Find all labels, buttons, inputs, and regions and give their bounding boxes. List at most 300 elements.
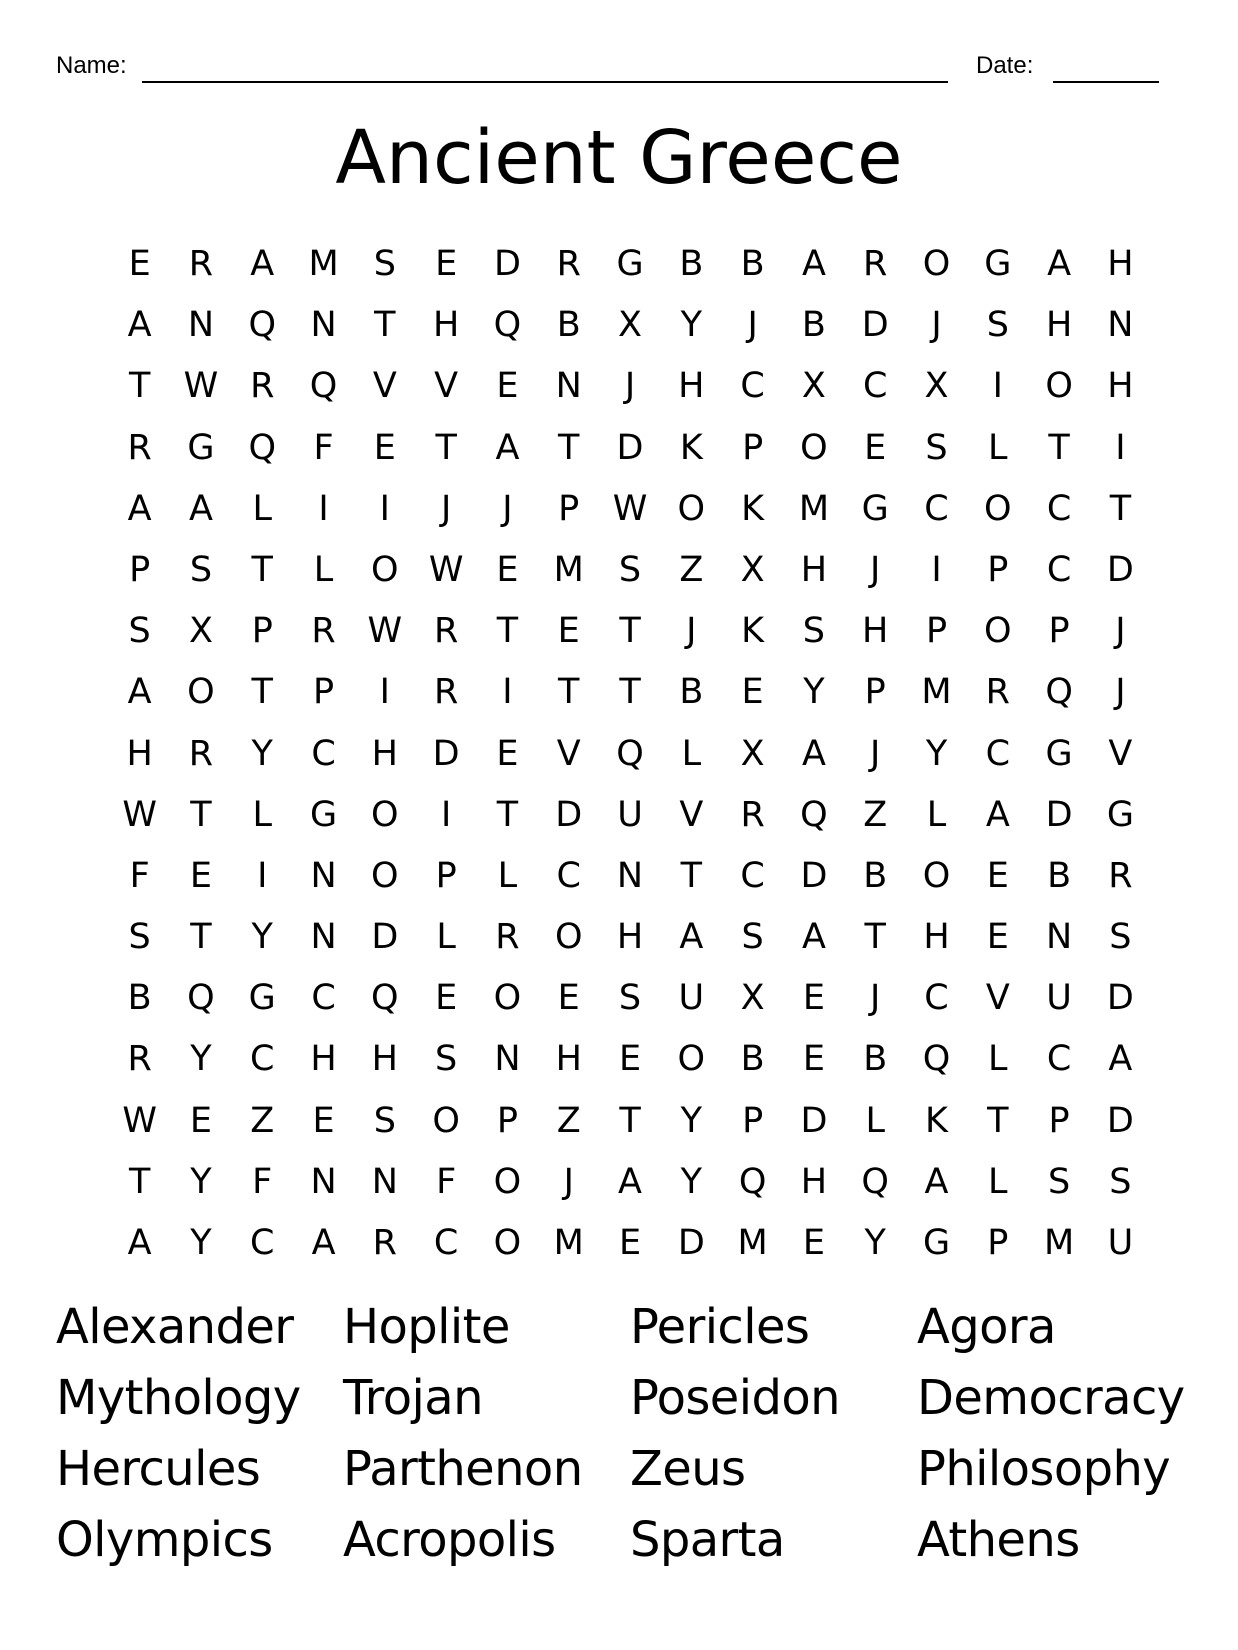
grid-letter[interactable]: X — [740, 733, 765, 774]
grid-letter[interactable]: H — [371, 733, 398, 774]
grid-letter[interactable]: Z — [679, 549, 704, 590]
grid-letter[interactable]: T — [190, 917, 212, 958]
grid-letter[interactable]: G — [861, 488, 889, 529]
grid-letter[interactable]: O — [922, 244, 951, 284]
grid-letter[interactable]: E — [312, 1100, 335, 1141]
grid-letter[interactable]: J — [1115, 611, 1126, 652]
grid-letter[interactable]: R — [863, 244, 888, 284]
grid-letter[interactable]: D — [1106, 1100, 1134, 1141]
grid-letter[interactable]: H — [1045, 305, 1073, 346]
grid-letter[interactable]: D — [1045, 794, 1073, 835]
grid-letter[interactable]: C — [1046, 488, 1072, 529]
grid-letter[interactable]: C — [1046, 549, 1072, 590]
grid-letter[interactable]: S — [128, 611, 151, 652]
grid-letter[interactable]: L — [681, 733, 702, 774]
date-field-line[interactable] — [1053, 81, 1159, 83]
grid-letter[interactable]: D — [1106, 549, 1134, 590]
grid-letter[interactable]: M — [553, 549, 584, 590]
grid-letter[interactable]: C — [433, 1223, 459, 1263]
grid-letter[interactable]: W — [428, 549, 464, 590]
grid-letter[interactable]: H — [862, 611, 889, 652]
grid-letter[interactable]: L — [988, 427, 1008, 468]
grid-letter[interactable]: E — [741, 672, 764, 713]
grid-letter[interactable]: O — [984, 488, 1012, 529]
grid-letter[interactable]: E — [128, 244, 151, 284]
grid-letter[interactable]: X — [618, 305, 643, 346]
grid-letter[interactable]: A — [311, 1223, 336, 1263]
grid-letter[interactable]: Z — [863, 794, 888, 835]
grid-letter[interactable]: E — [802, 1039, 825, 1080]
grid-letter[interactable]: G — [922, 1223, 951, 1263]
grid-letter[interactable]: A — [679, 917, 704, 958]
grid-letter[interactable]: L — [252, 488, 272, 529]
grid-letter[interactable]: A — [618, 1161, 642, 1202]
grid-letter[interactable]: E — [373, 427, 396, 468]
grid-letter[interactable]: M — [308, 244, 339, 284]
grid-letter[interactable]: T — [251, 672, 273, 713]
grid-letter[interactable]: S — [373, 1100, 396, 1141]
grid-letter[interactable]: T — [374, 305, 396, 346]
grid-letter[interactable]: E — [557, 978, 580, 1019]
grid-letter[interactable]: F — [252, 1161, 273, 1202]
grid-letter[interactable]: A — [1047, 244, 1072, 284]
grid-letter[interactable]: Y — [251, 917, 273, 958]
grid-letter[interactable]: Y — [925, 733, 948, 774]
grid-letter[interactable]: E — [618, 1039, 642, 1080]
grid-letter[interactable]: B — [863, 855, 888, 896]
grid-letter[interactable]: S — [925, 427, 948, 468]
grid-letter[interactable]: P — [129, 549, 151, 590]
grid-letter[interactable]: D — [432, 733, 460, 774]
grid-letter[interactable]: C — [862, 366, 888, 407]
grid-letter[interactable]: D — [800, 1100, 828, 1141]
grid-letter[interactable]: E — [864, 427, 887, 468]
grid-letter[interactable]: E — [986, 855, 1009, 896]
grid-letter[interactable]: Z — [250, 1100, 275, 1141]
grid-letter[interactable]: V — [556, 733, 581, 774]
grid-letter[interactable]: T — [435, 427, 457, 468]
grid-letter[interactable]: B — [556, 305, 581, 346]
grid-letter[interactable]: O — [1045, 366, 1073, 407]
grid-letter[interactable]: A — [127, 1223, 152, 1263]
grid-letter[interactable]: Q — [616, 733, 644, 774]
grid-letter[interactable]: S — [802, 611, 826, 652]
grid-letter[interactable]: G — [187, 427, 215, 468]
grid-letter[interactable]: T — [619, 611, 641, 652]
grid-letter[interactable]: N — [1107, 305, 1134, 346]
grid-letter[interactable]: O — [984, 611, 1012, 652]
grid-letter[interactable]: N — [310, 1161, 337, 1202]
grid-letter[interactable]: R — [495, 917, 520, 958]
grid-letter[interactable]: T — [680, 855, 703, 896]
grid-letter[interactable]: G — [1045, 733, 1073, 774]
grid-letter[interactable]: C — [556, 855, 581, 896]
grid-letter[interactable]: Y — [680, 305, 703, 346]
grid-letter[interactable]: R — [985, 672, 1010, 713]
grid-letter[interactable]: P — [742, 427, 764, 468]
grid-letter[interactable]: T — [496, 611, 519, 652]
grid-letter[interactable]: J — [624, 366, 636, 407]
grid-letter[interactable]: Q — [922, 1039, 951, 1080]
grid-letter[interactable]: H — [1107, 366, 1134, 407]
grid-letter[interactable]: G — [309, 794, 338, 835]
grid-letter[interactable]: N — [555, 366, 582, 407]
grid-letter[interactable]: B — [679, 244, 704, 284]
grid-letter[interactable]: E — [986, 917, 1009, 958]
grid-letter[interactable]: V — [1108, 733, 1133, 774]
grid-letter[interactable]: C — [924, 488, 949, 529]
grid-letter[interactable]: T — [251, 549, 273, 590]
grid-letter[interactable]: W — [183, 366, 219, 407]
grid-letter[interactable]: U — [1107, 1223, 1134, 1263]
grid-letter[interactable]: I — [318, 488, 329, 529]
grid-letter[interactable]: O — [432, 1100, 460, 1141]
grid-letter[interactable]: A — [127, 672, 152, 713]
grid-letter[interactable]: D — [861, 305, 889, 346]
name-field-line[interactable] — [142, 81, 948, 83]
word-list-item: Acropolis — [343, 1512, 556, 1568]
grid-letter[interactable]: A — [188, 488, 213, 529]
grid-letter[interactable]: P — [987, 1223, 1009, 1263]
grid-letter[interactable]: C — [250, 1039, 275, 1080]
grid-letter[interactable]: M — [553, 1223, 584, 1263]
grid-letter[interactable]: V — [434, 366, 459, 407]
grid-letter[interactable]: N — [187, 305, 215, 346]
grid-letter[interactable]: Q — [1045, 672, 1073, 713]
grid-letter[interactable]: C — [311, 733, 336, 774]
grid-letter[interactable]: O — [800, 427, 828, 468]
word-list-item: Philosophy — [917, 1441, 1171, 1497]
grid-letter[interactable]: A — [801, 733, 826, 774]
grid-letter[interactable]: Y — [190, 1161, 212, 1202]
grid-letter[interactable]: E — [189, 855, 212, 896]
grid-letter[interactable]: D — [1106, 978, 1134, 1019]
grid-letter[interactable]: H — [678, 366, 705, 407]
grid-letter[interactable]: I — [440, 794, 452, 835]
grid-row — [109, 356, 1151, 417]
grid-letter[interactable]: Z — [556, 1100, 581, 1141]
grid-letter[interactable]: R — [372, 1223, 397, 1263]
grid-letter[interactable]: C — [740, 366, 765, 407]
grid-letter[interactable]: O — [187, 672, 215, 713]
grid-letter[interactable]: X — [188, 611, 213, 652]
grid-letter[interactable]: H — [432, 305, 460, 346]
grid-letter[interactable]: S — [1109, 1161, 1132, 1202]
grid-letter[interactable]: B — [863, 1039, 888, 1080]
grid-letter[interactable]: P — [435, 855, 457, 896]
grid-letter[interactable]: J — [870, 549, 881, 590]
grid-row — [109, 418, 1151, 479]
grid-letter[interactable]: G — [1106, 794, 1134, 835]
grid-letter[interactable]: R — [127, 427, 152, 468]
grid-letter[interactable]: C — [985, 733, 1011, 774]
grid-letter[interactable]: S — [435, 1039, 458, 1080]
page-title: Ancient Greece — [335, 115, 903, 201]
grid-letter[interactable]: F — [129, 855, 150, 896]
grid-letter[interactable]: X — [740, 549, 765, 590]
grid-letter[interactable]: J — [502, 488, 513, 529]
grid-letter[interactable]: Q — [309, 366, 338, 407]
grid-row — [109, 295, 1151, 356]
grid-letter[interactable]: L — [497, 855, 518, 896]
grid-letter[interactable]: A — [924, 1161, 949, 1202]
grid-letter[interactable]: O — [493, 1161, 522, 1202]
grid-letter[interactable]: C — [740, 855, 765, 896]
grid-letter[interactable]: P — [251, 611, 273, 652]
grid-letter[interactable]: E — [618, 1223, 642, 1263]
grid-letter[interactable]: F — [313, 427, 334, 468]
grid-letter[interactable]: D — [555, 794, 583, 835]
grid-letter[interactable]: B — [740, 244, 765, 284]
grid-letter[interactable]: Q — [248, 427, 277, 468]
grid-letter[interactable]: H — [555, 1039, 582, 1080]
grid-letter[interactable]: N — [616, 855, 644, 896]
grid-letter[interactable]: K — [679, 427, 703, 468]
grid-letter[interactable]: O — [371, 794, 399, 835]
grid-letter[interactable]: W — [367, 611, 403, 652]
grid-letter[interactable]: E — [802, 1223, 825, 1263]
grid-letter[interactable]: A — [801, 244, 826, 284]
grid-letter[interactable]: C — [250, 1223, 275, 1263]
grid-letter[interactable]: A — [1108, 1039, 1133, 1080]
grid-letter[interactable]: S — [189, 549, 213, 590]
grid-letter[interactable]: N — [1046, 917, 1073, 958]
grid-letter[interactable]: Q — [248, 305, 277, 346]
grid-letter[interactable]: T — [619, 672, 641, 713]
grid-letter[interactable]: H — [371, 1039, 398, 1080]
grid-letter[interactable]: C — [311, 978, 336, 1019]
grid-letter[interactable]: T — [1048, 427, 1070, 468]
grid-letter[interactable]: S — [618, 978, 642, 1019]
grid-letter[interactable]: G — [248, 978, 276, 1019]
grid-letter[interactable]: I — [931, 549, 942, 590]
grid-letter[interactable]: R — [188, 733, 214, 774]
grid-letter[interactable]: T — [619, 1100, 641, 1141]
grid-letter[interactable]: R — [433, 672, 459, 713]
grid-letter[interactable]: S — [618, 549, 642, 590]
grid-letter[interactable]: Q — [738, 1161, 767, 1202]
grid-letter[interactable]: E — [496, 733, 519, 774]
grid-letter[interactable]: U — [1046, 978, 1072, 1019]
grid-letter[interactable]: L — [926, 794, 947, 835]
grid-letter[interactable]: V — [985, 978, 1010, 1019]
grid-letter[interactable]: J — [870, 733, 881, 774]
grid-letter[interactable]: D — [616, 427, 644, 468]
grid-letter[interactable]: Y — [251, 733, 273, 774]
grid-letter[interactable]: P — [925, 611, 948, 652]
grid-letter[interactable]: B — [127, 978, 152, 1019]
grid-letter[interactable]: Y — [190, 1223, 212, 1263]
grid-letter[interactable]: N — [371, 1161, 398, 1202]
grid-letter[interactable]: P — [987, 549, 1009, 590]
grid-letter[interactable]: I — [379, 672, 390, 713]
grid-letter[interactable]: B — [740, 1039, 765, 1080]
grid-letter[interactable]: B — [679, 672, 704, 713]
grid-letter[interactable]: X — [924, 366, 949, 407]
grid-letter[interactable]: P — [312, 672, 335, 713]
grid-letter[interactable]: T — [1109, 488, 1132, 529]
grid-letter[interactable]: X — [801, 366, 826, 407]
grid-letter[interactable]: L — [252, 794, 272, 835]
grid-letter[interactable]: T — [558, 672, 580, 713]
grid-letter[interactable]: I — [502, 672, 513, 713]
grid-row — [109, 968, 1151, 1029]
grid-letter[interactable]: T — [128, 366, 151, 407]
grid-letter[interactable]: R — [311, 611, 336, 652]
grid-letter[interactable]: P — [558, 488, 580, 529]
grid-letter[interactable]: I — [1115, 427, 1126, 468]
grid-letter[interactable]: H — [616, 917, 644, 958]
grid-letter[interactable]: S — [1109, 917, 1132, 958]
grid-letter[interactable]: O — [493, 1223, 522, 1263]
grid-letter[interactable]: Y — [680, 1161, 703, 1202]
grid-letter[interactable]: B — [1047, 855, 1072, 896]
grid-letter[interactable]: L — [436, 917, 456, 958]
grid-letter[interactable]: J — [686, 611, 697, 652]
grid-letter[interactable]: V — [679, 794, 704, 835]
grid-letter[interactable]: A — [250, 244, 275, 284]
grid-letter[interactable]: E — [557, 611, 580, 652]
grid-letter[interactable]: S — [741, 917, 764, 958]
grid-letter[interactable]: Q — [861, 1161, 889, 1202]
grid-letter[interactable]: H — [923, 917, 950, 958]
grid-letter[interactable]: D — [371, 917, 399, 958]
grid-letter[interactable]: L — [865, 1100, 885, 1141]
grid-letter[interactable]: K — [925, 1100, 948, 1141]
grid-letter[interactable]: J — [440, 488, 452, 529]
grid-letter[interactable]: Y — [680, 1100, 703, 1141]
grid-letter[interactable]: J — [1115, 672, 1126, 713]
grid-letter[interactable]: G — [984, 244, 1012, 284]
grid-letter[interactable]: G — [616, 244, 644, 284]
grid-letter[interactable]: N — [310, 917, 337, 958]
grid-letter[interactable]: Y — [864, 1223, 886, 1263]
grid-letter[interactable]: Q — [800, 794, 828, 835]
grid-letter[interactable]: E — [496, 366, 519, 407]
grid-letter[interactable]: O — [554, 917, 583, 958]
grid-letter[interactable]: A — [127, 488, 152, 529]
grid-letter[interactable]: W — [612, 488, 648, 529]
grid-letter[interactable]: A — [985, 794, 1010, 835]
grid-letter[interactable]: D — [800, 855, 828, 896]
grid-letter[interactable]: A — [801, 917, 826, 958]
grid-letter[interactable]: T — [558, 427, 580, 468]
grid-letter[interactable]: Y — [190, 1039, 212, 1080]
grid-letter[interactable]: H — [800, 1161, 828, 1202]
grid-letter[interactable]: O — [922, 855, 951, 896]
grid-letter[interactable]: H — [126, 733, 153, 774]
grid-letter[interactable]: E — [435, 244, 458, 284]
grid-letter[interactable]: L — [313, 549, 334, 590]
grid-letter[interactable]: M — [921, 672, 952, 713]
grid-letter[interactable]: O — [677, 488, 706, 529]
grid-letter[interactable]: W — [122, 794, 157, 835]
grid-letter[interactable]: V — [372, 366, 397, 407]
grid-letter[interactable]: O — [493, 978, 522, 1019]
grid-letter[interactable]: H — [800, 549, 828, 590]
grid-letter[interactable]: J — [563, 1161, 574, 1202]
grid-letter[interactable]: R — [556, 244, 581, 284]
grid-letter[interactable]: Q — [493, 305, 522, 346]
grid-letter[interactable]: P — [1048, 1100, 1070, 1141]
grid-letter[interactable]: I — [379, 488, 390, 529]
grid-letter[interactable]: J — [747, 305, 758, 346]
grid-letter[interactable]: P — [864, 672, 886, 713]
grid-letter[interactable]: O — [677, 1039, 706, 1080]
grid-letter[interactable]: M — [798, 488, 830, 529]
grid-letter[interactable]: T — [190, 794, 212, 835]
grid-letter[interactable]: K — [741, 611, 765, 652]
grid-letter[interactable]: R — [188, 244, 214, 284]
grid-letter[interactable]: P — [496, 1100, 518, 1141]
word-list-item: Alexander — [56, 1299, 294, 1355]
grid-letter[interactable]: I — [257, 855, 268, 896]
grid-letter[interactable]: C — [1046, 1039, 1072, 1080]
grid-letter[interactable]: I — [992, 366, 1003, 407]
grid-letter[interactable]: N — [310, 305, 337, 346]
grid-letter[interactable]: F — [436, 1161, 457, 1202]
grid-letter[interactable]: R — [433, 611, 459, 652]
grid-letter[interactable]: B — [801, 305, 826, 346]
grid-letter[interactable]: T — [496, 794, 519, 835]
grid-letter[interactable]: L — [988, 1039, 1008, 1080]
grid-letter[interactable]: P — [1048, 611, 1070, 652]
grid-letter[interactable]: S — [128, 917, 151, 958]
grid-letter[interactable]: N — [310, 855, 337, 896]
grid-letter[interactable]: X — [740, 978, 765, 1019]
grid-letter[interactable]: A — [495, 427, 520, 468]
grid-letter[interactable]: M — [1044, 1223, 1075, 1263]
grid-letter[interactable]: E — [435, 978, 458, 1019]
word-list-item: Olympics — [56, 1512, 273, 1568]
grid-letter[interactable]: D — [677, 1223, 705, 1263]
grid-letter[interactable]: T — [864, 917, 886, 958]
grid-letter[interactable]: H — [310, 1039, 337, 1080]
grid-letter[interactable]: J — [870, 978, 881, 1019]
grid-letter[interactable]: A — [127, 305, 152, 346]
grid-letter[interactable]: W — [122, 1100, 157, 1141]
grid-letter[interactable]: J — [931, 305, 942, 346]
grid-letter[interactable]: R — [740, 794, 765, 835]
grid-letter[interactable]: S — [373, 244, 396, 284]
grid-letter[interactable]: E — [496, 549, 519, 590]
grid-letter[interactable]: Q — [371, 978, 399, 1019]
grid-letter[interactable]: K — [741, 488, 765, 529]
grid-letter[interactable]: Y — [803, 672, 825, 713]
grid-letter[interactable]: L — [988, 1161, 1008, 1202]
grid-letter[interactable]: C — [924, 978, 949, 1019]
grid-letter[interactable]: O — [371, 855, 399, 896]
grid-letter[interactable]: R — [127, 1039, 152, 1080]
grid-letter[interactable]: U — [617, 794, 643, 835]
grid-letter[interactable]: S — [986, 305, 1009, 346]
grid-letter[interactable]: E — [189, 1100, 212, 1141]
grid-letter[interactable]: P — [742, 1100, 764, 1141]
grid-letter[interactable]: T — [987, 1100, 1009, 1141]
grid-letter[interactable]: H — [1107, 244, 1134, 284]
grid-letter[interactable]: D — [493, 244, 521, 284]
grid-letter[interactable]: Q — [187, 978, 215, 1019]
grid-letter[interactable]: R — [1108, 855, 1133, 896]
grid-letter[interactable]: E — [802, 978, 825, 1019]
grid-letter[interactable]: R — [250, 366, 275, 407]
grid-letter[interactable]: U — [678, 978, 705, 1019]
grid-letter[interactable]: O — [371, 549, 399, 590]
grid-letter[interactable]: N — [494, 1039, 521, 1080]
grid-letter[interactable]: S — [1047, 1161, 1071, 1202]
grid-letter[interactable]: M — [737, 1223, 768, 1263]
grid-letter[interactable]: T — [128, 1161, 151, 1202]
